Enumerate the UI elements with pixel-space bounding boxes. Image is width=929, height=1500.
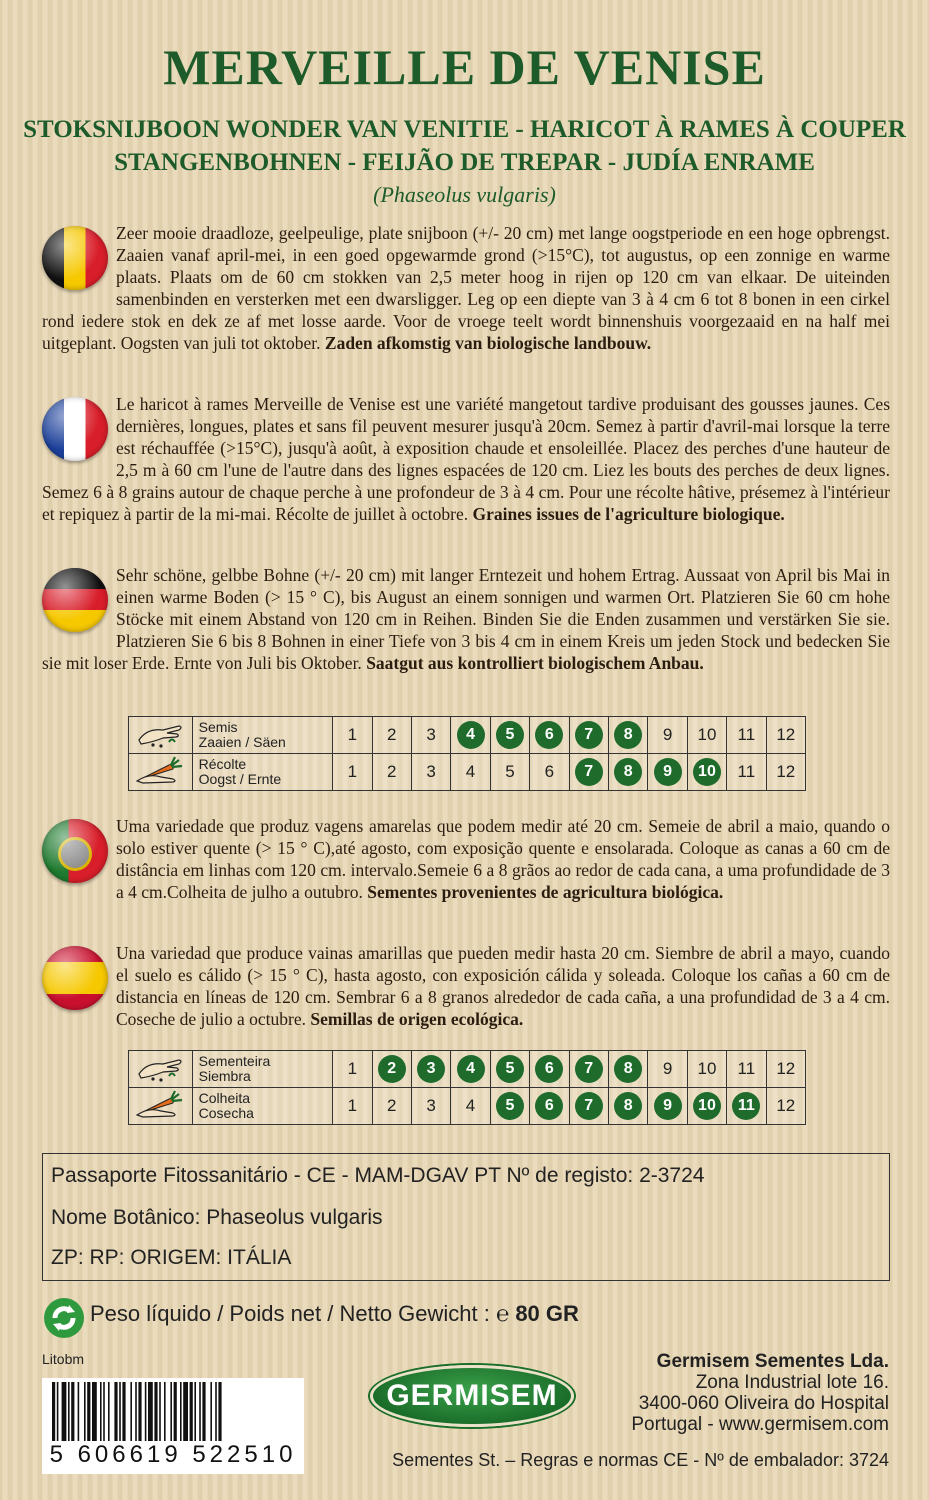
calendar-month-cell: 11: [727, 1051, 766, 1088]
calendar-month-cell: 4: [451, 1051, 490, 1088]
calendar-month-cell: 1: [333, 717, 372, 754]
green-dot-recycle-icon: [42, 1296, 86, 1340]
calendar-month-cell: 7: [569, 717, 608, 754]
calendar-row: [129, 717, 806, 754]
calendar-table-1: [128, 716, 806, 791]
calendar-month-cell: 6: [530, 717, 569, 754]
calendar-month-cell: 6: [530, 1088, 569, 1125]
net-weight-value: ℮ 80 GR: [496, 1301, 579, 1326]
company-address-2: 3400-060 Oliveira do Hospital: [638, 1393, 889, 1414]
passport-line-1: Passaporte Fitossanitário - CE - MAM-DGAV PT Nº de registo: 2-3724: [51, 1164, 705, 1187]
section-german: [42, 564, 890, 674]
calendar-month-cell: 8: [608, 754, 647, 791]
calendar-month-cell: 9: [648, 1051, 687, 1088]
calendar-month-cell: 8: [608, 1088, 647, 1125]
section-spanish-bold: Semillas de origen ecológica.: [310, 1009, 524, 1029]
calendar-month-cell: 4: [451, 717, 490, 754]
passport-line-2: Nome Botânico: Phaseolus vulgaris: [51, 1206, 383, 1229]
calendar-month-cell: 12: [766, 1051, 805, 1088]
barcode-number: 5 606619 522510: [42, 1441, 304, 1469]
calendar-month-cell: 1: [333, 1088, 372, 1125]
calendar-month-cell: 12: [766, 754, 805, 791]
calendar-month-cell: 4: [451, 1088, 490, 1125]
france-flag-icon: [42, 397, 108, 461]
calendar-month-cell: 8: [608, 717, 647, 754]
calendar-month-cell: 10: [687, 754, 726, 791]
calendar-month-cell: 12: [766, 717, 805, 754]
calendar-table-2: [128, 1050, 806, 1125]
section-french: [42, 393, 890, 525]
calendar-row-label: Colheita Cosecha: [192, 1088, 332, 1125]
calendar-month-cell: 8: [608, 1051, 647, 1088]
calendar-month-cell: 10: [687, 1088, 726, 1125]
calendar-month-cell: 6: [530, 1051, 569, 1088]
calendar-month-cell: 9: [648, 754, 687, 791]
calendar-row: [129, 754, 806, 791]
calendar-month-cell: 3: [411, 717, 450, 754]
passport-line-3: ZP: RP: ORIGEM: ITÁLIA: [51, 1246, 292, 1269]
calendar-month-cell: 11: [727, 1088, 766, 1125]
calendar-month-cell: 3: [411, 1088, 450, 1125]
carrot-harvest-icon: [129, 754, 193, 791]
germisem-logo: GERMISEM: [370, 1365, 574, 1427]
calendar-month-cell: 7: [569, 1051, 608, 1088]
product-subtitle-1: STOKSNIJBOON WONDER VAN VENITIE - HARICOT À RAMES À COUPER: [23, 116, 906, 143]
calendar-month-cell: 2: [372, 717, 411, 754]
calendar-month-cell: 5: [490, 754, 529, 791]
company-address-3: Portugal - www.germisem.com: [631, 1414, 889, 1435]
company-address-1: Zona Industrial lote 16.: [695, 1372, 889, 1393]
section-french-text: Le haricot à rames Merveille de Venise est une variété mangetout tardive produisant des gousses jaunes. Ces dernières, longues, plates et sans fil peuvent mesurer jusqu'à 20cm. Semez à partir d'avril-mai lorsque la terre est réchauffée (>15°C), jusqu'à août, à exposition chaude et ensoleillée. Placez des perches d'une hauteur de 2,5 m à 60 cm l'une de l'autre dans des lignes espacées de 120 cm. Liez les bouts des perches de deux lignes. Semez 6 à 8 grains autour de chaque perche à une profondeur de 3 à 4 cm. Pour une récolte hâtive, présemez à l'intérieur et repiquez à partir de la mi-mai. Récolte de juillet à octobre.: [42, 394, 890, 524]
calendar-month-cell: 2: [372, 1088, 411, 1125]
product-subtitle-2: STANGENBOHNEN - FEIJÃO DE TREPAR - JUDÍA ENRAME: [114, 149, 815, 176]
phytosanitary-passport-box: [42, 1153, 890, 1281]
section-dutch-text: Zeer mooie draadloze, geelpeulige, plate snijboon (+/- 20 cm) met lange oogstperiode en een hoge opbrengst. Zaaien vanaf april-mei, in een goed opgewarmde grond (>15°C), tot augustus, op een zonnige en warme plaats. Plaats om de 60 cm stokken van 2,5 meter hoog in rijen op 120 cm van elkaar. De uiteinden samenbinden en versterken met een dwarsligger. Leg op een diepte van 3 à 4 cm 6 tot 8 bonen in een cirkel rond iedere stok en dek ze af met losse aarde. Voor de vroege teelt wordt binnenshuis voorgezaaid en na half mei uitgeplant. Oogsten van juli tot oktober.: [42, 223, 890, 353]
calendar-row-label: Récolte Oogst / Ernte: [192, 754, 332, 791]
calendar-month-cell: 5: [490, 1051, 529, 1088]
calendar-month-cell: 11: [727, 717, 766, 754]
calendar-month-cell: 2: [372, 754, 411, 791]
calendar-row: [129, 1051, 806, 1088]
net-weight-label: Peso líquido / Poids net / Netto Gewicht :: [90, 1301, 496, 1326]
belgium-flag-icon: [42, 226, 108, 290]
calendar-month-cell: 3: [411, 1051, 450, 1088]
carrot-harvest-icon: [129, 1088, 193, 1125]
calendar-month-cell: 9: [648, 717, 687, 754]
section-portuguese-text: Uma variedade que produz vagens amarelas que podem medir até 20 cm. Semeie de abril a maio, quando o solo estiver quente (> 15 ° C),até agosto, com exposição quente e ensolarada. Coloque as canas a 60 cm de distância em linhas com 120 cm. intervalo.Semeie 6 a 8 grãos ao redor de cada cana, a uma profundidade de 3 a 4 cm.Colheita de julho a outubro.: [116, 816, 890, 902]
net-weight: [90, 1301, 579, 1327]
sowing-hand-icon: [129, 717, 193, 754]
packer-footer: Sementes St. – Regras e normas CE - Nº de embalador: 3724: [392, 1450, 889, 1470]
calendar-month-cell: 11: [727, 754, 766, 791]
section-german-text: Sehr schöne, gelbbe Bohne (+/- 20 cm) mit langer Erntezeit und hohem Ertrag. Aussaat von April bis Mai in einen warme Boden (> 15 ° C), bis August an einem sonnigen und warmen Ort. Platzieren Sie 60 cm hohe Stöcke mit einem Abstand von 120 cm in Reihen. Binden Sie die Enden zusammen und verstärken Sie sie. Platzieren Sie 6 bis 8 Bohnen in einer Tiefe von 3 bis 4 cm in einem Kreis um jeden Stock und bedecken Sie sie mit loser Erde. Ernte von Juli bis Oktober.: [42, 565, 890, 673]
spain-flag-icon: [42, 946, 108, 1010]
calendar-month-cell: 7: [569, 754, 608, 791]
calendar-month-cell: 5: [490, 1088, 529, 1125]
calendar-month-cell: 6: [530, 754, 569, 791]
germany-flag-icon: [42, 568, 108, 632]
calendar-row-label: Semis Zaaien / Säen: [192, 717, 332, 754]
printer-mark: Litobm: [42, 1351, 85, 1367]
calendar-row: [129, 1088, 806, 1125]
calendar-month-cell: 5: [490, 717, 529, 754]
section-dutch: [42, 222, 890, 354]
section-french-bold: Graines issues de l'agriculture biologique.: [472, 504, 785, 524]
portugal-flag-icon: [42, 819, 108, 883]
calendar-month-cell: 1: [333, 1051, 372, 1088]
sowing-hand-icon: [129, 1051, 193, 1088]
calendar-month-cell: 1: [333, 754, 372, 791]
latin-name: (Phaseolus vulgaris): [373, 182, 556, 207]
calendar-month-cell: 3: [411, 754, 450, 791]
barcode-bars-icon: [42, 1378, 304, 1444]
calendar-month-cell: 4: [451, 754, 490, 791]
section-portuguese-bold: Sementes provenientes de agricultura biológica.: [367, 882, 724, 902]
calendar-month-cell: 9: [648, 1088, 687, 1125]
calendar-month-cell: 2: [372, 1051, 411, 1088]
company-name: Germisem Sementes Lda.: [656, 1351, 889, 1372]
calendar-month-cell: 10: [687, 1051, 726, 1088]
calendar-row-label: Sementeira Siembra: [192, 1051, 332, 1088]
section-portuguese: [42, 815, 890, 903]
calendar-month-cell: 7: [569, 1088, 608, 1125]
section-dutch-bold: Zaden afkomstig van biologische landbouw.: [324, 333, 652, 353]
company-info: [631, 1351, 889, 1435]
section-spanish: [42, 942, 890, 1030]
calendar-month-cell: 10: [687, 717, 726, 754]
section-german-bold: Saatgut aus kontrolliert biologischem Anbau.: [366, 653, 704, 673]
calendar-month-cell: 12: [766, 1088, 805, 1125]
section-spanish-text: Una variedad que produce vainas amarillas que pueden medir hasta 20 cm. Siembre de abril a mayo, cuando el suelo es cálido (> 15 ° C), hasta agosto, con exposición cálida y soleada. Coloque los cañas a 60 cm de distancia en líneas de 120 cm. Sembrar 6 a 8 granos alrededor de cada caña, a una profundidad de 3 a 4 cm. Coseche de julio a octubre.: [116, 943, 890, 1029]
product-title: MERVEILLE DE VENISE: [163, 39, 766, 95]
